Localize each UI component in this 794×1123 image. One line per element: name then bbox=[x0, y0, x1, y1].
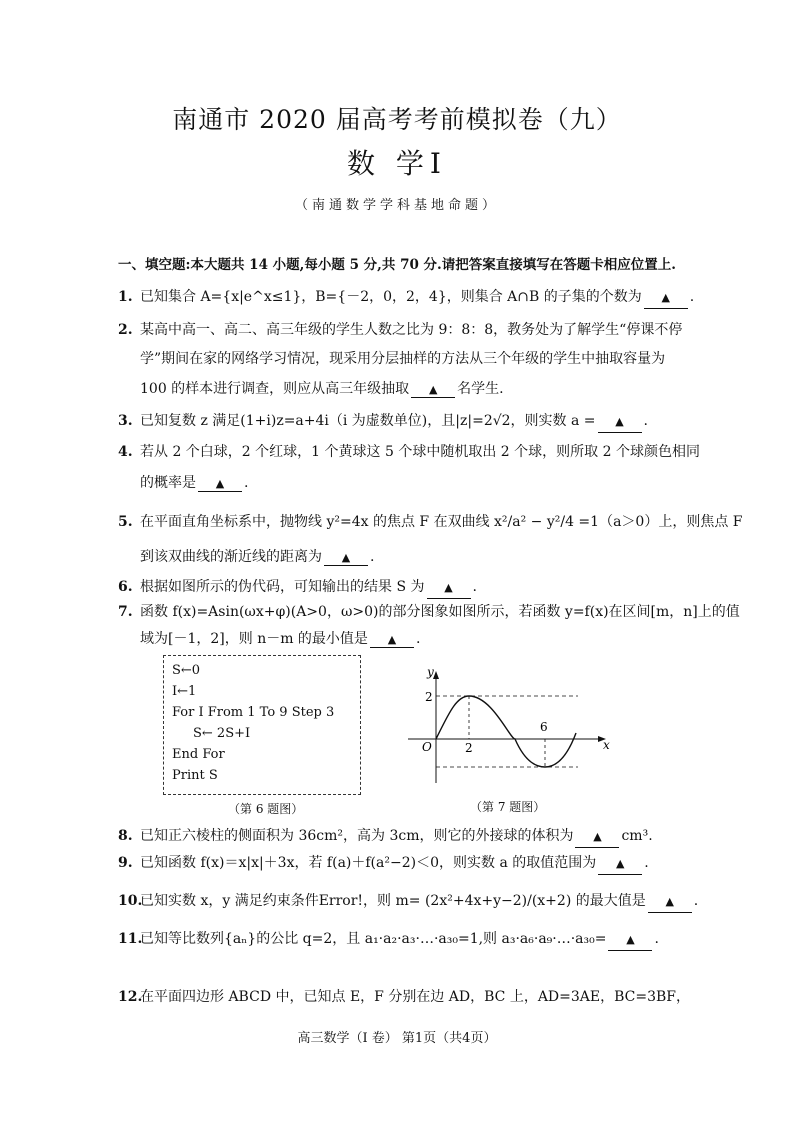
question-2-line-3 bbox=[140, 378, 504, 398]
question-3 bbox=[118, 411, 648, 433]
triangle-icon: ▲ bbox=[626, 933, 635, 946]
y-axis-label: y bbox=[427, 665, 434, 679]
triangle-icon: ▲ bbox=[341, 551, 351, 564]
question-number: 10. bbox=[118, 893, 143, 909]
question-text: 函数 f(x)=Asin(ωx+φ)(A>0，ω>0)的部分图象如图所示，若函数 y=f(x)在区间[m，n]上的值 bbox=[140, 604, 740, 620]
question-tail: . bbox=[472, 579, 477, 595]
question-number: 9. bbox=[118, 855, 133, 871]
answer-blank[interactable] bbox=[598, 411, 642, 433]
code-line: End For bbox=[172, 747, 225, 762]
code-line: S←0 bbox=[172, 663, 201, 678]
question-tail: 名学生. bbox=[457, 381, 504, 397]
answer-blank[interactable] bbox=[324, 549, 368, 566]
question-10 bbox=[118, 891, 698, 913]
question-tail: . bbox=[654, 931, 659, 947]
figure-6-caption: （第 6 题图） bbox=[228, 802, 304, 816]
organizer-note: （南通数学学科基地命题） bbox=[294, 198, 499, 213]
triangle-icon: ▲ bbox=[444, 581, 453, 594]
code-line: I←1 bbox=[172, 684, 197, 699]
question-5-line-2 bbox=[140, 546, 374, 566]
subject-title: 数 学Ⅰ bbox=[347, 147, 447, 180]
question-tail: . bbox=[415, 631, 421, 647]
question-number: 12. bbox=[118, 989, 143, 1005]
question-2-line-2: 学”期间在家的网络学习情况，现采用分层抽样的方法从三个年级的学生中抽取容量为 bbox=[140, 351, 666, 367]
question-7-line-2 bbox=[140, 628, 420, 648]
answer-blank[interactable] bbox=[575, 826, 619, 848]
answer-blank[interactable] bbox=[648, 891, 692, 913]
question-1 bbox=[118, 287, 694, 309]
question-11 bbox=[118, 929, 659, 951]
question-tail: . bbox=[689, 289, 695, 305]
x-axis-label: x bbox=[603, 738, 610, 752]
xcross-label: 6 bbox=[540, 720, 548, 734]
question-text: 已知集合 A={x|e^x≤1}，B={－2，0，2，4}，则集合 A∩B 的子集的个数为 bbox=[140, 289, 642, 305]
question-6 bbox=[118, 577, 477, 599]
question-text: 某高中高一、高二、高三年级的学生人数之比为 9：8：8，教务处为了解学生“停课不停 bbox=[140, 322, 683, 338]
triangle-icon: ▲ bbox=[387, 633, 397, 646]
sine-graph bbox=[400, 665, 620, 795]
sine-curve bbox=[436, 696, 576, 767]
question-text: 已知正六棱柱的侧面积为 36cm²，高为 3cm，则它的外接球的体积为 bbox=[140, 828, 574, 844]
question-5 bbox=[118, 512, 742, 532]
answer-blank[interactable] bbox=[427, 577, 471, 599]
question-text: 在平面四边形 ABCD 中，已知点 E，F 分别在边 AD，BC 上，AD=3AE，BC=3BF， bbox=[140, 989, 691, 1005]
question-tail: cm³. bbox=[621, 828, 653, 844]
triangle-icon: ▲ bbox=[665, 895, 674, 908]
question-text: 在平面直角坐标系中，抛物线 y²=4x 的焦点 F 在双曲线 x²/a² − y²/4 =1（a＞0）上，则焦点 F bbox=[140, 514, 743, 530]
triangle-icon: ▲ bbox=[428, 383, 438, 396]
xpeak-label: 2 bbox=[465, 741, 473, 755]
question-number: 7. bbox=[118, 604, 133, 620]
answer-blank[interactable] bbox=[608, 929, 652, 951]
page-title: 南通市 2020 届高考考前模拟卷（九） bbox=[172, 105, 622, 134]
answer-blank[interactable] bbox=[198, 475, 242, 492]
question-number: 3. bbox=[118, 413, 133, 429]
ymax-label: 2 bbox=[425, 690, 433, 704]
question-number: 4. bbox=[118, 444, 133, 460]
triangle-icon: ▲ bbox=[615, 415, 624, 428]
question-text: 已知函数 f(x)＝x|x|＋3x，若 f(a)＋f(a²−2)＜0，则实数 a 的取值范围为 bbox=[140, 855, 597, 871]
section-instructions: 一、填空题:本大题共 14 小题,每小题 5 分,共 70 分.请把答案直接填写在答题卡相应位置上. bbox=[118, 257, 676, 273]
question-tail: . bbox=[644, 855, 649, 871]
question-text: 已知复数 z 满足(1+i)z=a+4i（i 为虚数单位)，且|z|=2√2，则实数 a = bbox=[140, 413, 596, 429]
triangle-icon: ▲ bbox=[593, 830, 602, 843]
triangle-icon: ▲ bbox=[661, 291, 670, 304]
question-text: 100 的样本进行调查，则应从高三年级抽取 bbox=[140, 381, 410, 397]
question-9 bbox=[118, 853, 649, 875]
figure-7-caption: （第 7 题图） bbox=[470, 800, 546, 814]
triangle-icon: ▲ bbox=[215, 477, 225, 490]
question-text: 到该双曲线的渐近线的距离为 bbox=[140, 549, 322, 565]
question-number: 5. bbox=[118, 514, 133, 530]
question-2 bbox=[118, 320, 682, 340]
question-4 bbox=[118, 442, 700, 462]
question-number: 8. bbox=[118, 828, 133, 844]
question-text: 已知等比数列{aₙ}的公比 q=2，且 a₁·a₂·a₃·…·a₃₀=1,则 a₃·a₆·a₉·…·a₃₀= bbox=[140, 931, 607, 947]
code-line: S← 2S+I bbox=[193, 726, 251, 741]
origin-label: O bbox=[422, 740, 432, 754]
y-arrow-icon bbox=[433, 671, 439, 679]
question-number: 6. bbox=[118, 579, 133, 595]
question-8 bbox=[118, 826, 653, 848]
question-text: 的概率是 bbox=[140, 475, 196, 491]
answer-blank[interactable] bbox=[370, 631, 414, 648]
question-text: 根据如图所示的伪代码，可知输出的结果 S 为 bbox=[140, 579, 425, 595]
answer-blank[interactable] bbox=[598, 853, 642, 875]
question-12 bbox=[118, 987, 690, 1007]
question-text: 若从 2 个白球，2 个红球，1 个黄球这 5 个球中随机取出 2 个球，则所取 2 个球颜色相同 bbox=[140, 444, 700, 460]
question-tail: . bbox=[370, 549, 375, 565]
answer-blank[interactable] bbox=[644, 287, 688, 309]
triangle-icon: ▲ bbox=[616, 857, 625, 870]
code-line: Print S bbox=[172, 768, 218, 783]
question-text: 已知实数 x，y 满足约束条件Error!，则 m= (2x²+4x+y−2)/(x+2) 的最大值是 bbox=[140, 893, 646, 909]
question-tail: . bbox=[643, 413, 648, 429]
question-text: 域为[－1，2]，则 n－m 的最小值是 bbox=[140, 631, 368, 647]
question-number: 2. bbox=[118, 322, 133, 338]
question-tail: . bbox=[244, 475, 249, 491]
answer-blank[interactable] bbox=[411, 381, 455, 398]
question-number: 1. bbox=[118, 289, 133, 305]
page-footer: 高三数学（I 卷） 第1页（共4页） bbox=[297, 1031, 497, 1046]
code-line: For I From 1 To 9 Step 3 bbox=[172, 705, 335, 720]
question-number: 11. bbox=[118, 931, 143, 947]
question-4-line-2 bbox=[140, 472, 248, 492]
question-tail: . bbox=[693, 893, 699, 909]
question-7 bbox=[118, 602, 740, 622]
